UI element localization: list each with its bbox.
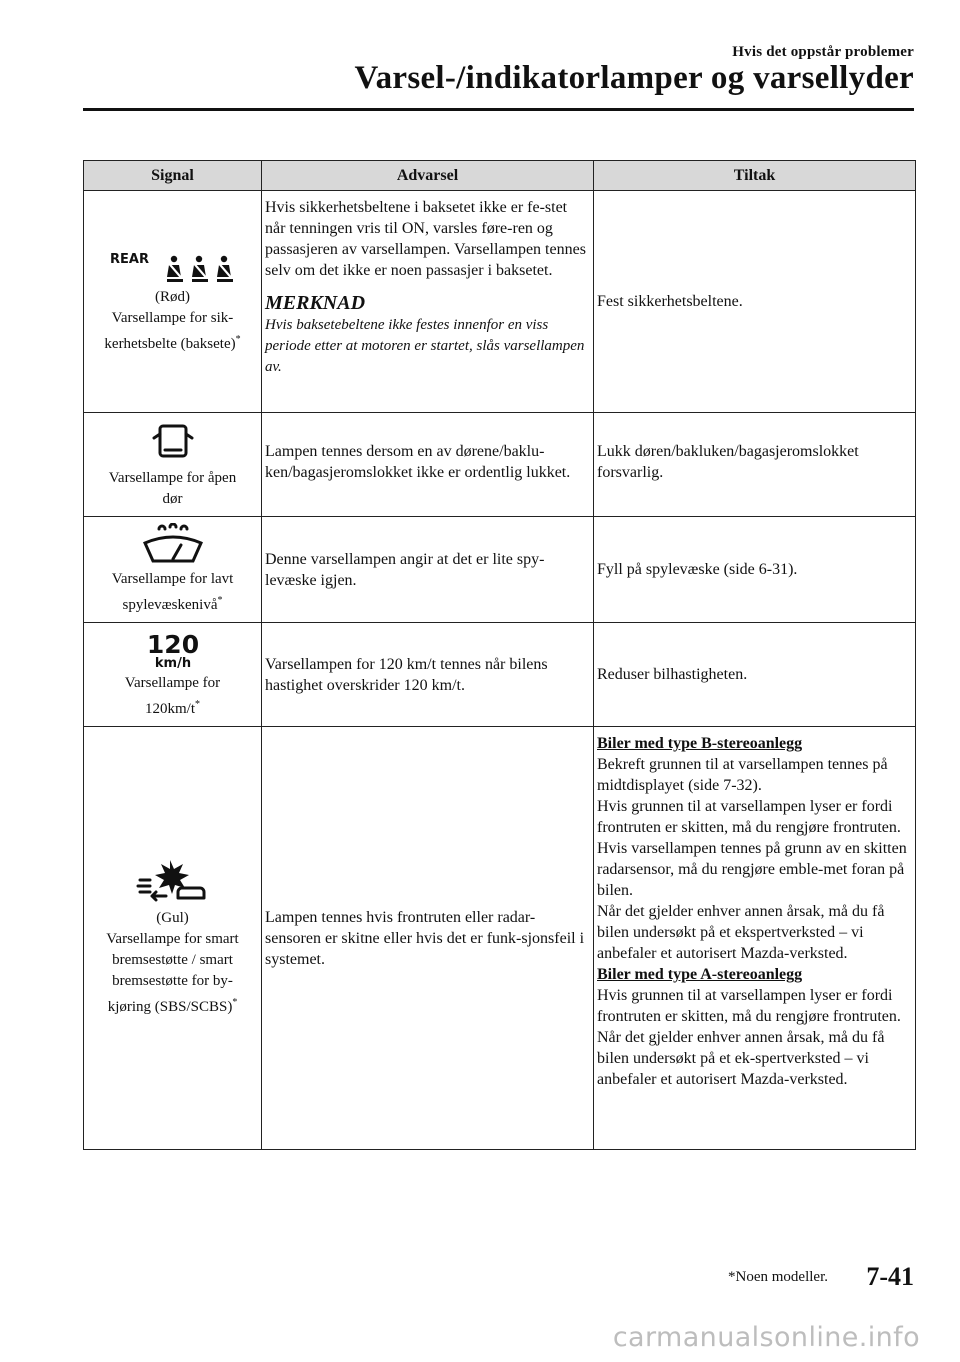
signal-cell bbox=[84, 191, 262, 413]
signal-line: spylevæskenivå* bbox=[122, 595, 223, 613]
speed-icon-number: 120 bbox=[146, 630, 199, 659]
column-header-signal: Signal bbox=[84, 161, 262, 191]
action-cell bbox=[594, 191, 916, 413]
action-paragraph: Når det gjelder enhver annen årsak, må du få bilen undersøkt på et ekspertverksted – vi anbefaler et autorisert Mazda-verksted. bbox=[597, 903, 885, 962]
smart-brake-support-icon bbox=[136, 858, 210, 904]
action-cell bbox=[594, 727, 916, 1150]
warning-lamps-table bbox=[83, 160, 916, 1150]
warning-cell bbox=[262, 413, 594, 517]
note-title: MERKNAD bbox=[265, 292, 366, 314]
column-header-warning: Advarsel bbox=[262, 161, 594, 191]
washer-fluid-icon bbox=[141, 523, 205, 565]
action-heading-type-b: Biler med type B-stereoanlegg bbox=[597, 735, 803, 752]
signal-line: Varsellampe for smart bbox=[106, 931, 239, 947]
signal-cell bbox=[84, 727, 262, 1150]
watermark: carmanualsonline.info bbox=[612, 1322, 920, 1353]
warning-text: Lampen tennes hvis frontruten eller radar-sensoren er skitne eller hvis det er funk-sjonsfeil i systemet. bbox=[265, 908, 585, 968]
signal-cell bbox=[84, 413, 262, 517]
action-paragraph: Bekreft grunnen til at varsellampen tennes på midtdisplayet (side 7-32). bbox=[597, 756, 888, 794]
action-paragraph: Hvis grunnen til at varsellampen lyser er fordi frontruten er skitten, må du rengjøre frontruten. bbox=[597, 798, 901, 836]
table-header-row bbox=[84, 161, 916, 191]
warning-cell bbox=[262, 623, 594, 727]
table-row bbox=[84, 413, 916, 517]
signal-line: (Rød) bbox=[155, 288, 190, 305]
signal-line: Varsellampe for lavt bbox=[111, 571, 234, 587]
footnote-mark: * bbox=[217, 595, 223, 606]
signal-line: dør bbox=[162, 490, 183, 507]
page-number: 7-41 bbox=[866, 1262, 914, 1291]
footnote-mark: * bbox=[195, 699, 200, 710]
header-rule bbox=[83, 108, 914, 111]
warning-text: Varsellampen for 120 km/t tennes når bilens hastighet overskrider 120 km/t. bbox=[265, 655, 548, 694]
table-row bbox=[84, 623, 916, 727]
page-title: Varsel-/indikatorlamper og varsellyder bbox=[354, 60, 914, 96]
warning-text: Denne varsellampen angir at det er lite spy-levæske igjen. bbox=[265, 550, 545, 589]
action-cell bbox=[594, 623, 916, 727]
signal-line: Varsellampe for åpen bbox=[108, 469, 237, 486]
rear-icon-label: REAR bbox=[109, 251, 149, 267]
signal-cell bbox=[84, 623, 262, 727]
table-row bbox=[84, 517, 916, 623]
action-paragraph: Hvis grunnen til at varsellampen lyser er fordi frontruten er skitten, må du rengjøre frontruten. Når det gjelder enhver annen årsak, må du få bilen undersøkt på et ek-spertverksted – vi anbefaler et autorisert Mazda-verksted. bbox=[597, 987, 901, 1088]
action-text: Lukk døren/bakluken/bagasjeromslokket forsvarlig. bbox=[597, 443, 859, 481]
signal-line: 120km/t* bbox=[144, 699, 200, 717]
signal-cell bbox=[84, 517, 262, 623]
action-cell bbox=[594, 517, 916, 623]
speed-icon-unit: km/h bbox=[154, 656, 191, 669]
action-paragraph: Hvis varsellampen tennes på grunn av en skitten radarsensor, må du rengjøre emble-met foran på bilen. bbox=[597, 840, 907, 899]
warning-cell bbox=[262, 727, 594, 1150]
rear-seatbelt-warning-icon bbox=[108, 249, 238, 283]
door-open-icon bbox=[151, 420, 195, 464]
action-text: Fest sikkerhetsbeltene. bbox=[597, 293, 743, 310]
note-body: Hvis baksetebeltene ikke festes innenfor en viss periode etter at motoren er startet, slås varsellampen av. bbox=[265, 317, 585, 375]
column-header-action: Tiltak bbox=[594, 161, 916, 191]
signal-line: bremsestøtte for by- bbox=[112, 973, 233, 989]
warning-text: Hvis sikkerhetsbeltene i baksetet ikke er fe-stet når tenningen vris til ON, varsles føre-ren og passasjeren av varsellampen. Varsellampen tennes selv om det ikke er noen passasjer i baksetet. bbox=[265, 199, 586, 279]
warning-text: Lampen tennes dersom en av dørene/baklu-ken/bagasjeromslokket ikke er ordentlig lukket. bbox=[265, 443, 571, 481]
warning-cell bbox=[262, 517, 594, 623]
action-text: Fyll på spylevæske (side 6-31). bbox=[597, 561, 798, 578]
signal-line: Varsellampe for sik- bbox=[111, 309, 234, 326]
footnote-mark: * bbox=[232, 997, 238, 1008]
signal-line: (Gul) bbox=[156, 910, 189, 926]
signal-line: kjøring (SBS/SCBS)* bbox=[107, 997, 238, 1015]
action-text: Reduser bilhastigheten. bbox=[597, 666, 748, 683]
table-row bbox=[84, 727, 916, 1150]
section-heading: Hvis det oppstår problemer bbox=[732, 44, 914, 60]
signal-line: kerhetsbelte (baksete)* bbox=[104, 333, 241, 352]
warning-cell bbox=[262, 191, 594, 413]
footnote-models: *Noen modeller. bbox=[728, 1269, 828, 1285]
signal-line: Varsellampe for bbox=[124, 675, 221, 691]
footnote-mark: * bbox=[235, 333, 241, 345]
signal-line: bremsestøtte / smart bbox=[112, 952, 233, 968]
speed-120-icon bbox=[147, 629, 199, 669]
table-row bbox=[84, 191, 916, 413]
action-cell bbox=[594, 413, 916, 517]
action-heading-type-a: Biler med type A-stereoanlegg bbox=[597, 966, 803, 983]
